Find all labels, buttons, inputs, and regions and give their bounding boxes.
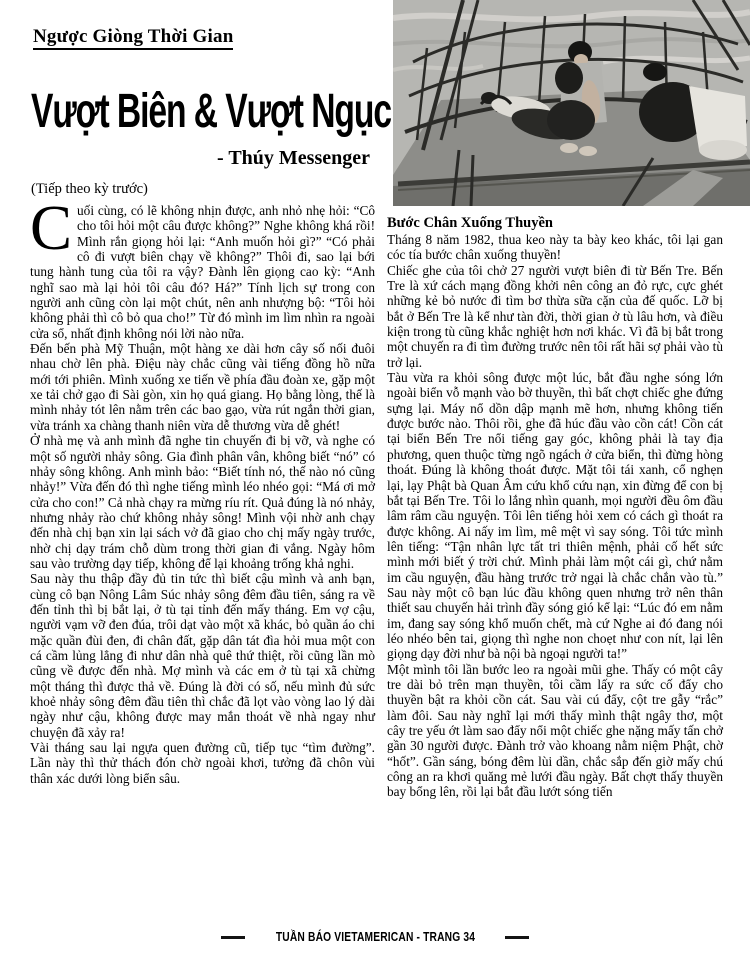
- column-header: [33, 26, 233, 48]
- paragraph: Chiếc ghe của tôi chở 27 người vượt biên đi từ Bến Tre. Bến Tre là xứ cách mạng đồng khởi nên công an đỏ rực, cực ghét những kẻ bỏ nước đi tìm bơ thừa sữa cặn của đế quốc. Lỡ bị bắt ở Bến Tre là kể như tàn đời, thời gian ở tù lâu hơn, và điều kiện trong tù cũng khắc nghiệt hơn nơi khác. Vì đã bị bắt trong một chuyến ra đi tìm đường trước nên tôi rất hãi sợ phải vào tù trở lại.: [387, 262, 723, 370]
- paragraph-with-dropcap: [30, 193, 375, 341]
- continuation-note: (Tiếp theo kỳ trước): [31, 181, 148, 197]
- paragraph: Ở nhà mẹ và anh mình đã nghe tin chuyến đi bị vỡ, và nghe có một số người nhảy sông. Gia đình phân vân, không biết “nó” có nhảy sông không. Anh mình bảo: “Biết tính nó, thế nào nó cũng nhảy!” Vừa đến đó thì nghe tiếng mình léo nhéo gọi: “Má ơi mở cửa cho con!” Cả nhà chạy ra mừng ríu rít. Quả đúng là nó nhảy, nhưng nhảy rào chứ không nhảy sông! Mình vội nhờ anh chạy đến nhà chị bạn xin lại sách vở đã giao cho chị mấy ngày trước, nhờ chị dạy trám chỗ dùm trong thời gian đi vắng. Ngày hôm sau vào trường dạy tiếp, không để lại khoảng trống khả nghi.: [30, 433, 375, 571]
- paragraph: Tàu vừa ra khỏi sông được một lúc, bắt đầu nghe sóng lớn ngoài biển vỗ mạnh vào bờ thuyền, thì bất chợt chiếc ghe đứng sựng lại. Máy nổ dồn dập mạnh mẽ hơn, nhưng không tiến được bước nào. Thôi rồi, ghe đã húc đầu vào cồn cát! Cồn cát tại biển Bến Tre nổi tiếng gay góc, không phải là tay địa phương, quen thuộc từng ngõ ngách ở cửa biển, thì đừng hòng thoát. Đúng là không thoát được. Mặt tôi tái xanh, cổ nghẹn lại, lạy Phật bà Quan Âm cứu khổ cứu nạn, xin đừng để con bị bắt tại Bến Tre. Tôi lo lắng nhìn quanh, mọi người đều ôm đầu lâm râm cầu nguyện. Tôi lên tiếng hỏi xem có cách gì thoát ra được không. Ai nấy im lìm, mê mệt vì say sóng. Tôi tức mình lên tiếng: “Tận nhân lực tất tri thiên mệnh, phải cố hết sức mình mới biết ý trời chứ. Mình phải làm một cái gì, chứ nằm im cầu nguyện, đầu hàng trước trở ngại là chắc chắn vào tù.” Sau này một cô bạn lúc đầu không quen nhưng trở nên thân thiết sau chuyến hải trình đầy sóng gió kể lại: “Lúc đó em nằm im, đang say sóng khổ muốn chết, mà cứ Nghe ai đó đang nói léo nhéo bên tai, giọng thì nghe non choẹt như con nít, lại lên giọng dạy đời như bà nội bà ngoại người ta!”: [387, 370, 723, 662]
- paragraph: Vài tháng sau lại ngựa quen đường cũ, tiếp tục “tìm đường”. Lần này thì thử thách đón chờ ngoài khơi, tưởng đã chôn vùi thân xác dưới lòng biển sâu.: [30, 740, 375, 786]
- paragraph: Đến bến phà Mỹ Thuận, một hàng xe dài hơn cây số nối đuôi nhau chờ lên phà. Điệu này chắc cũng vài tiếng đồng hồ nữa mới tới phiên. Mình xuống xe tiến về phía đầu đoàn xe, gặp một xe tải chở gạo đi Sài gòn, xin họ quá giang. Họ bằng lòng, thế là mình nhảy tót lên nằm trên các bao gạo, vừa rút ngắn thời gian, vừa tránh xa chàng thanh niên vừa dễ thương vừa dễ ghét!: [30, 341, 375, 433]
- column-header-text: Ngược Giòng Thời Gian: [33, 26, 233, 50]
- section-heading: Bước Chân Xuống Thuyền: [387, 215, 553, 231]
- footer-rule-right: [505, 936, 529, 939]
- paragraph: Tháng 8 năm 1982, thua keo này ta bày keo khác, tôi lại gan cóc tía bước chân xuống thuyền!: [387, 232, 723, 263]
- byline: - Thúy Messenger: [217, 147, 370, 169]
- drop-cap: C: [30, 193, 73, 263]
- page-footer: [0, 930, 750, 944]
- footer-text: TUẦN BÁO VIETAMERICAN - TRANG 34: [275, 930, 475, 944]
- paragraph-text: uối cùng, có lẽ không nhịn được, anh nhỏ nhẹ hỏi: “Cô cho tôi hỏi một câu được không?” Nghe không khá rồi! Mình rắn giọng hỏi lại: “Anh muốn hỏi gì?” “Có phải cô đi vượt biên chạy về không?” Thôi đi, sao lại bới tung hành tung của tôi ra vậy? Đành lên giọng cao kỳ: “Anh nghĩ sao mà lại hỏi tôi câu đó? Há?” Tính lịch sự trong con người anh cũng còn lại một chút, nên anh nhượng bộ: “Tôi hỏi không phải thì cô bỏ qua cho!” Từ đó mình im lìm nhìn ra ngoài cửa sổ, nhất định không nói lời nào nữa.: [30, 203, 375, 341]
- footer-rule-left: [221, 936, 245, 939]
- article-title-text: Vượt Biên & Vượt Ngục: [31, 85, 392, 138]
- article-title: [31, 84, 545, 139]
- paragraph: Một mình tôi lần bước leo ra ngoài mũi ghe. Thấy có một cây tre dài bỏ trên mạn thuyền, tôi cầm lấy ra sức cố đẩy cho thuyền bật ra khỏi cồn cát. Sau vài cú đẩy, cột tre gẫy “rắc” làm đôi. Sau này nghĩ lại mới thấy mình thật ngây thơ, một cây tre yếu ớt làm sao đẩy nổi một chiếc ghe nặng mấy tấn chở gần 30 người được. Đành trở vào khoang nằm niệm Phật, chờ “hốt”. Gần sáng, bóng đêm lùi dần, chắc sắp đến giờ mấy chú công an ra khơi quăng mẻ lưới đầu ngày. Bất chợt thấy thuyền bay bổng lên, rồi lại bắt đầu lướt sóng tiến: [387, 661, 723, 800]
- right-column: [387, 215, 723, 800]
- left-column: [30, 193, 375, 786]
- paragraph: Sau này thu thập đầy đủ tin tức thì biết cậu mình và anh bạn, cùng cô bạn Nông Lâm Súc nhảy sông đêm đầu tiên, sáng ra về đến tỉnh thì bị bắt lại, ở tù tại tỉnh đến mấy tháng. Em vợ cậu, người vạm vỡ đen đúa, trôi dạt vào một xã khác, bỏ quần áo chi mặc quần đùi đen, đi chân đất, gặp dân tát đìa hỏi mua một con cá cầm lủng lẳng đi như dân nhà quê thứ thiệt, rồi cũng lần mò cũng về được đến nhà. Mợ mình và các em ở tù tại xã chừng một tháng thì được thả về. Đúng là đời có số, nếu mình đủ sức khoẻ nhảy sông đêm đầu tiên thì chắc đã lọt vào vòng lao lý dài ngày như cậu, không được may mắn thoát về nhà ngay như chuyện đã xảy ra!: [30, 571, 375, 740]
